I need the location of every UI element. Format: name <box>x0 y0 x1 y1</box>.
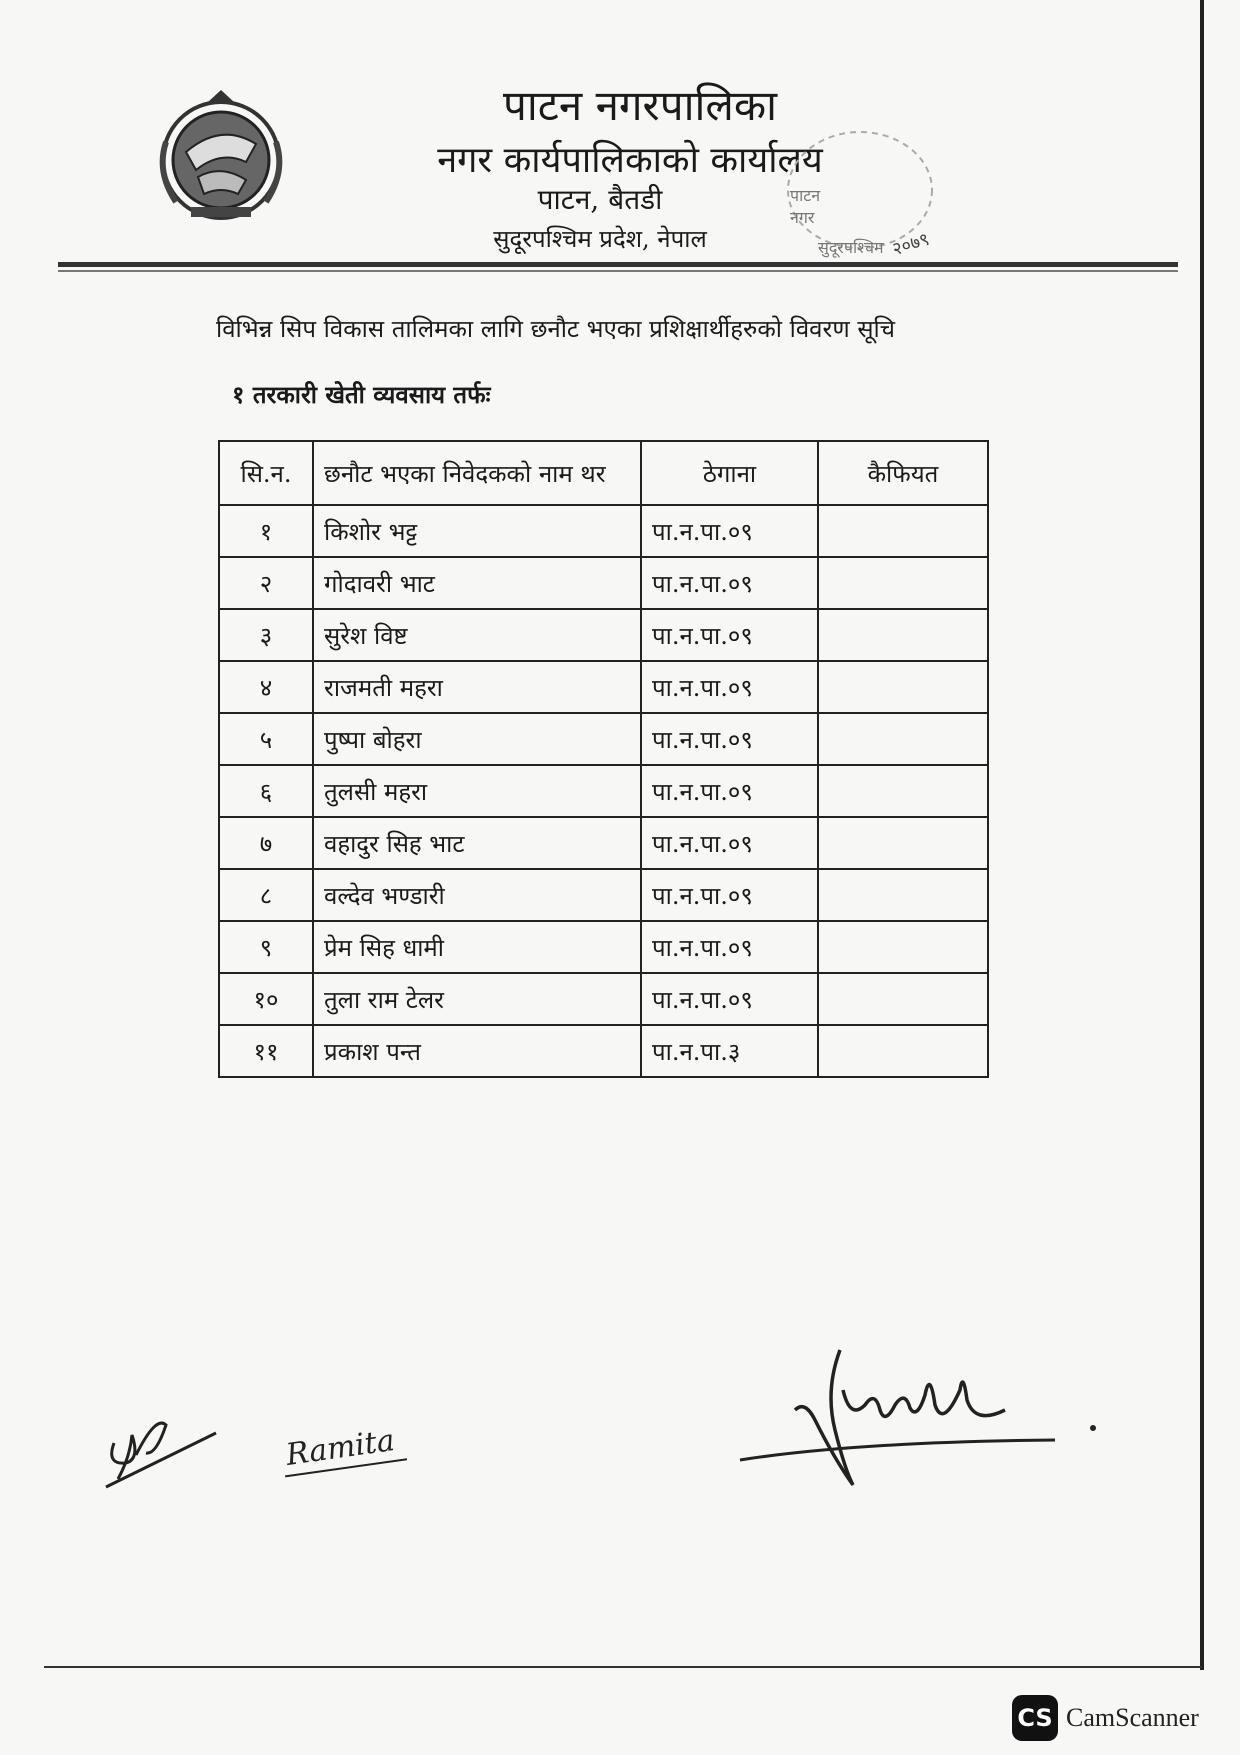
cell-address: पा.न.पा.०९ <box>641 661 818 713</box>
cell-sn: ३ <box>219 609 313 661</box>
province-name: सुदूरपश्चिम प्रदेश, नेपाल <box>493 225 707 253</box>
cell-remarks <box>818 609 988 661</box>
office-stamp <box>780 128 940 263</box>
cell-sn: २ <box>219 557 313 609</box>
camscanner-logo-icon: CS <box>1012 1695 1058 1741</box>
cell-address: पा.न.पा.०९ <box>641 609 818 661</box>
cell-sn: ७ <box>219 817 313 869</box>
cell-name: राजमती महरा <box>313 661 641 713</box>
cell-name: प्रकाश पन्त <box>313 1025 641 1077</box>
table-row <box>219 869 988 921</box>
cell-remarks <box>818 765 988 817</box>
stamp-line1: पाटन <box>790 186 821 205</box>
cell-address: पा.न.पा.०९ <box>641 765 818 817</box>
table-row <box>219 765 988 817</box>
office-name: नगर कार्यपालिकाको कार्यालय <box>437 140 823 181</box>
stamp-line3: सुदूरपश्चिम <box>818 238 884 257</box>
office-location: पाटन, बैतडी <box>537 183 663 216</box>
cell-remarks <box>818 921 988 973</box>
cell-sn: १० <box>219 973 313 1025</box>
cell-name: सुरेश विष्ट <box>313 609 641 661</box>
header-sn: सि.न. <box>219 441 313 505</box>
footer-divider <box>44 1666 1202 1668</box>
table-row <box>219 661 988 713</box>
trainee-table <box>218 440 989 1078</box>
cell-sn: ११ <box>219 1025 313 1077</box>
signature-right <box>735 1310 1115 1510</box>
cell-name: पुष्पा बोहरा <box>313 713 641 765</box>
stamp-year: २०७९ <box>889 228 932 261</box>
table-row <box>219 713 988 765</box>
cell-remarks <box>818 557 988 609</box>
header-divider <box>58 262 1178 267</box>
stamp-line2: नगर <box>790 208 815 227</box>
cell-name: तुला राम टेलर <box>313 973 641 1025</box>
section-heading: १ तरकारी खेती व्यवसाय तर्फः <box>232 380 491 409</box>
cell-address: पा.न.पा.०९ <box>641 817 818 869</box>
signature-middle-text: Ramita <box>280 1422 407 1478</box>
cell-sn: १ <box>219 505 313 557</box>
cell-sn: ४ <box>219 661 313 713</box>
page-edge <box>1200 0 1204 1670</box>
signature-left <box>96 1395 226 1495</box>
header-address: ठेगाना <box>641 441 818 505</box>
cell-remarks <box>818 661 988 713</box>
cell-name: गोदावरी भाट <box>313 557 641 609</box>
table-row <box>219 817 988 869</box>
cell-sn: ५ <box>219 713 313 765</box>
org-name: पाटन नगरपालिका <box>503 81 777 130</box>
table-row <box>219 609 988 661</box>
cell-sn: ९ <box>219 921 313 973</box>
table-header-row <box>219 441 988 505</box>
cell-remarks <box>818 1025 988 1077</box>
table-row <box>219 505 988 557</box>
table-row <box>219 1025 988 1077</box>
cell-address: पा.न.पा.०९ <box>641 921 818 973</box>
cell-address: पा.न.पा.०९ <box>641 557 818 609</box>
table-row <box>219 921 988 973</box>
cell-remarks <box>818 505 988 557</box>
nepal-emblem-icon <box>146 82 296 232</box>
header-divider-thin <box>58 270 1178 272</box>
document-title: विभिन्न सिप विकास तालिमका लागि छनौट भएका प्रशिक्षार्थीहरुको विवरण सूचि <box>216 315 896 343</box>
cell-remarks <box>818 817 988 869</box>
table-row <box>219 973 988 1025</box>
table-row <box>219 557 988 609</box>
header-name: छनौट भएका निवेदकको नाम थर <box>313 441 641 505</box>
cell-name: वहादुर सिह भाट <box>313 817 641 869</box>
cell-sn: ६ <box>219 765 313 817</box>
cell-address: पा.न.पा.०९ <box>641 713 818 765</box>
cell-address: पा.न.पा.०९ <box>641 869 818 921</box>
cell-remarks <box>818 973 988 1025</box>
camscanner-text: CamScanner <box>1066 1703 1199 1732</box>
header-remarks: कैफियत <box>818 441 988 505</box>
cell-name: किशोर भट्ट <box>313 505 641 557</box>
cell-remarks <box>818 713 988 765</box>
camscanner-watermark <box>1012 1695 1199 1741</box>
cell-sn: ८ <box>219 869 313 921</box>
cell-address: पा.न.पा.३ <box>641 1025 818 1077</box>
signature-middle <box>282 1423 405 1473</box>
cell-name: तुलसी महरा <box>313 765 641 817</box>
cell-name: वल्देव भण्डारी <box>313 869 641 921</box>
cell-address: पा.न.पा.०९ <box>641 973 818 1025</box>
cell-address: पा.न.पा.०९ <box>641 505 818 557</box>
cell-name: प्रेम सिह धामी <box>313 921 641 973</box>
cell-remarks <box>818 869 988 921</box>
